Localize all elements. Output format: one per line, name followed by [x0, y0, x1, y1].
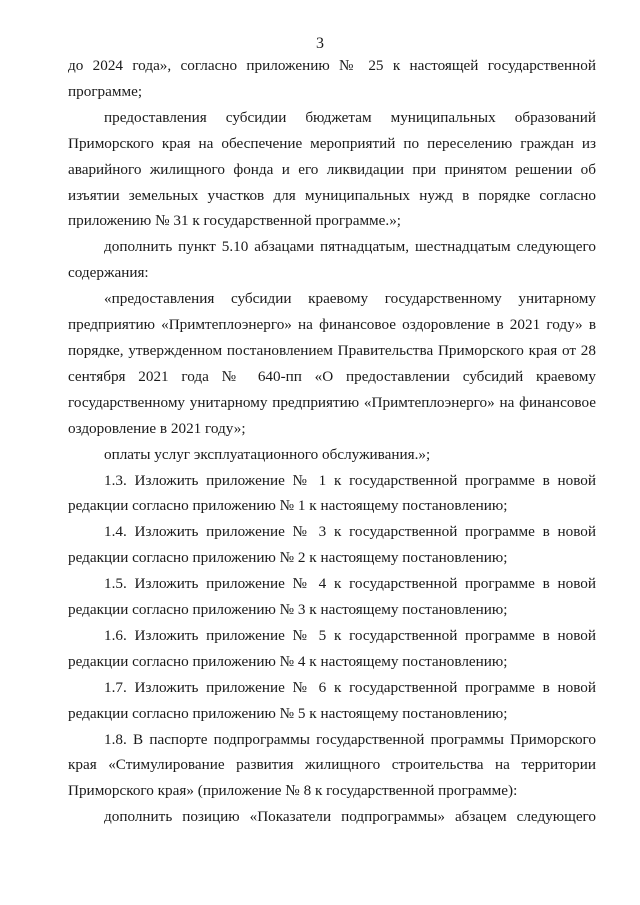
document-body [68, 53, 596, 830]
paragraph-amend-5-10: дополнить пункт 5.10 абзацами пятнадцатым, шестнадцатым следующего содержания: [68, 238, 596, 282]
paragraph-continuation: до 2024 года», согласно приложению № 25 к настоящей государственной программе; [68, 57, 596, 100]
page-number: 3 [316, 35, 324, 52]
paragraph-subsidy-primteploenergo: «предоставления субсидии краевому государственному унитарному предприятию «Примтеплоэнерго» на финансовое оздоровление в 2021 году» в порядке, утвержденном постановлением Правительства Приморского края от 28 сентября 2021 года № 640-пп «О предоставлении субсидий краевому государственному унитарному предприятию «Примтеплоэнерго» на финансовое оздоровление в 2021 году»; [68, 290, 596, 437]
paragraph-maintenance-services: оплаты услуг эксплуатационного обслуживания.»; [104, 445, 431, 463]
paragraph-item-1-6: 1.6. Изложить приложение № 5 к государственной программе в новой редакции согласно приложению № 4 к настоящему постановлению; [68, 626, 596, 670]
paragraph-item-1-3: 1.3. Изложить приложение № 1 к государственной программе в новой редакции согласно приложению № 1 к настоящему постановлению; [68, 471, 596, 515]
paragraph-item-1-7: 1.7. Изложить приложение № 6 к государственной программе в новой редакции согласно приложению № 5 к настоящему постановлению; [68, 678, 596, 722]
paragraph-subsidy-relocation: предоставления субсидии бюджетам муниципальных образований Приморского края на обеспечение мероприятий по переселению граждан из аварийного жилищного фонда и его ликвидации при принятом решении об изъятии земельных участков для муниципальных нужд в порядке согласно приложению № 31 к государственной программе.»; [68, 108, 596, 230]
paragraph-item-1-4: 1.4. Изложить приложение № 3 к государственной программе в новой редакции согласно приложению № 2 к настоящему постановлению; [68, 523, 596, 567]
paragraph-supplement-indicators: дополнить позицию «Показатели подпрограммы» абзацем следующего [104, 808, 596, 826]
paragraph-item-1-8: 1.8. В паспорте подпрограммы государственной программы Приморского края «Стимулирование развития жилищного строительства на территории Приморского края» (приложение № 8 к государственной программе): [68, 730, 596, 800]
paragraph-item-1-5: 1.5. Изложить приложение № 4 к государственной программе в новой редакции согласно приложению № 3 к настоящему постановлению; [68, 575, 596, 619]
